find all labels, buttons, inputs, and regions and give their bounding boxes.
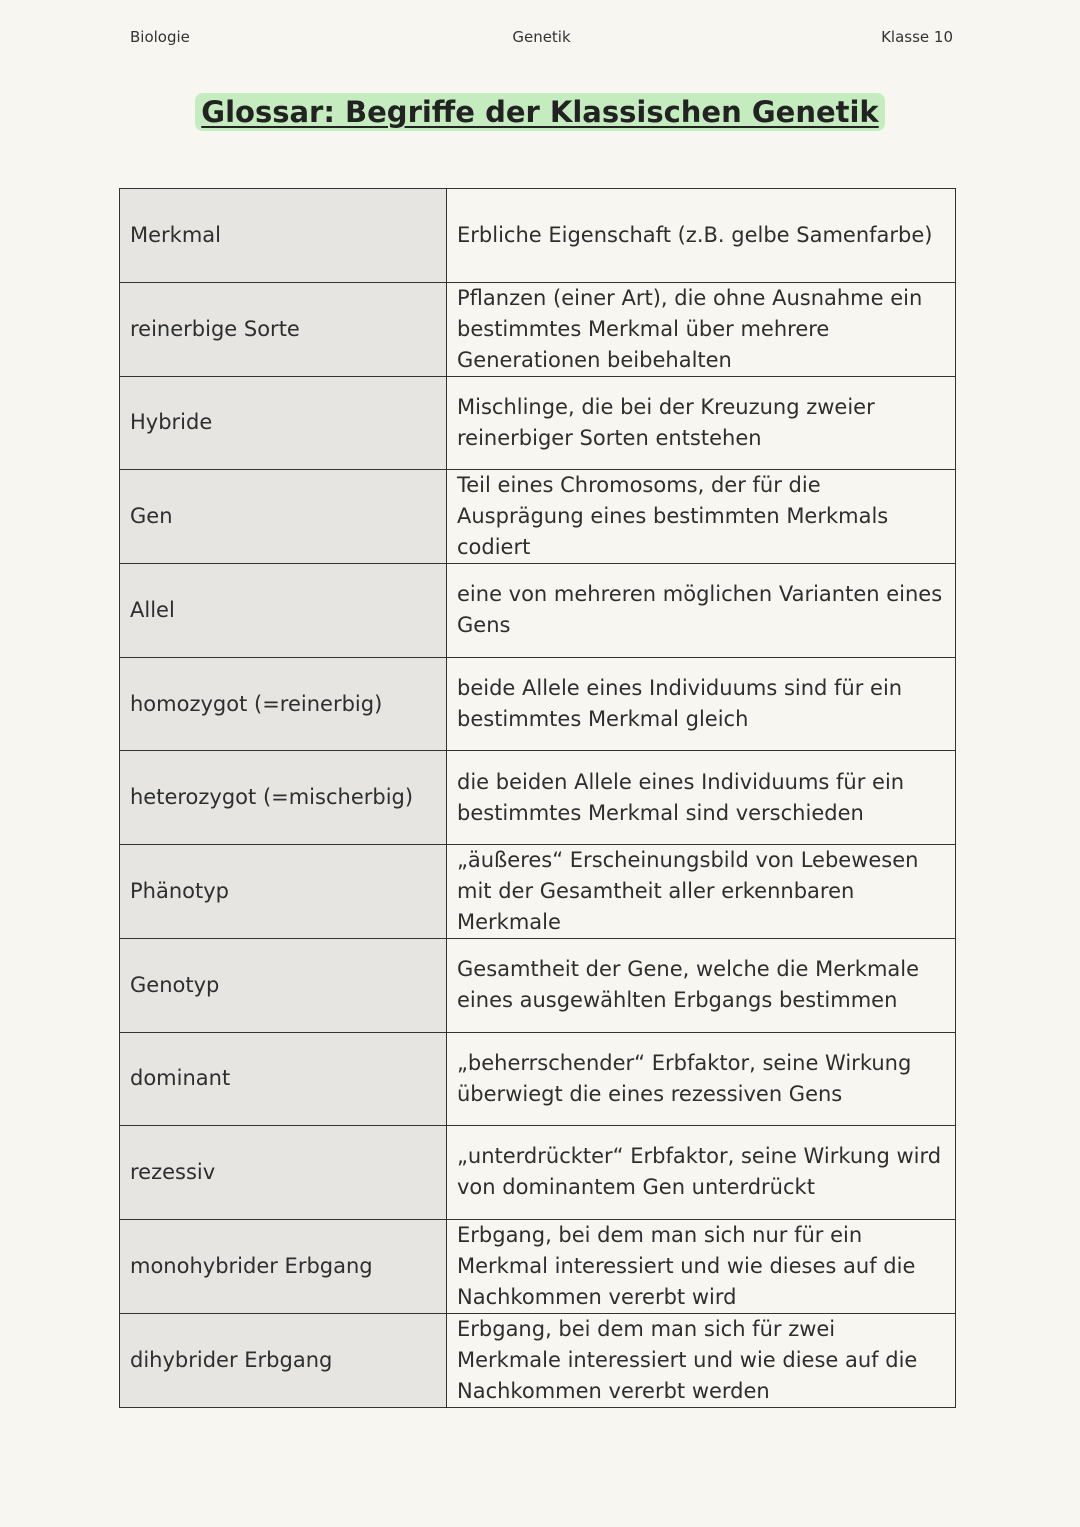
title-wrapper	[0, 93, 1080, 131]
glossary-definition: Teil eines Chromosoms, der für die Ausprägung eines bestimmten Merkmals codiert	[447, 470, 956, 564]
table-row	[120, 1313, 956, 1407]
table-row	[120, 938, 956, 1032]
glossary-term: Hybride	[120, 376, 447, 470]
glossary-definition: Gesamtheit der Gene, welche die Merkmale eines ausgewählten Erbgangs bestimmen	[447, 938, 956, 1032]
glossary-term: Genotyp	[120, 938, 447, 1032]
table-row	[120, 189, 956, 283]
page-title: Glossar: Begriffe der Klassischen Genetik	[195, 93, 884, 131]
glossary-definition: Pflanzen (einer Art), die ohne Ausnahme ein bestimmtes Merkmal über mehrere Generationen beibehalten	[447, 282, 956, 376]
table-row	[120, 657, 956, 751]
glossary-definition: „beherrschender“ Erbfaktor, seine Wirkung überwiegt die eines rezessiven Gens	[447, 1032, 956, 1126]
glossary-definition: die beiden Allele eines Individuums für ein bestimmtes Merkmal sind verschieden	[447, 751, 956, 845]
glossary-term: dominant	[120, 1032, 447, 1126]
glossary-term: Phänotyp	[120, 844, 447, 938]
glossary-term: Allel	[120, 564, 447, 658]
glossary-definition: „unterdrückter“ Erbfaktor, seine Wirkung wird von dominantem Gen unterdrückt	[447, 1126, 956, 1220]
table-row	[120, 282, 956, 376]
table-row	[120, 1219, 956, 1313]
glossary-term: Merkmal	[120, 189, 447, 283]
header-subject: Biologie	[130, 28, 190, 46]
glossary-term: monohybrider Erbgang	[120, 1219, 447, 1313]
table-row	[120, 1032, 956, 1126]
table-row	[120, 564, 956, 658]
glossary-definition: „äußeres“ Erscheinungsbild von Lebewesen mit der Gesamtheit aller erkennbaren Merkmale	[447, 844, 956, 938]
table-row	[120, 751, 956, 845]
glossary-definition: Erbliche Eigenschaft (z.B. gelbe Samenfarbe)	[447, 189, 956, 283]
glossary-term: homozygot (=reinerbig)	[120, 657, 447, 751]
header-topic: Genetik	[512, 28, 571, 46]
header-grade: Klasse 10	[881, 28, 953, 46]
table-row	[120, 376, 956, 470]
glossary-definition: eine von mehreren möglichen Varianten eines Gens	[447, 564, 956, 658]
table-row	[120, 470, 956, 564]
glossary-definition: Mischlinge, die bei der Kreuzung zweier reinerbiger Sorten entstehen	[447, 376, 956, 470]
glossary-term: Gen	[120, 470, 447, 564]
table-row	[120, 844, 956, 938]
glossary-definition: Erbgang, bei dem man sich für zwei Merkmale interessiert und wie diese auf die Nachkommen vererbt werden	[447, 1313, 956, 1407]
glossary-term: reinerbige Sorte	[120, 282, 447, 376]
glossary-definition: beide Allele eines Individuums sind für ein bestimmtes Merkmal gleich	[447, 657, 956, 751]
glossary-definition: Erbgang, bei dem man sich nur für ein Merkmal interessiert und wie dieses auf die Nachkommen vererbt wird	[447, 1219, 956, 1313]
page-header	[130, 28, 953, 50]
table-row	[120, 1126, 956, 1220]
glossary-table	[119, 188, 956, 1408]
glossary-term: heterozygot (=mischerbig)	[120, 751, 447, 845]
glossary-term: rezessiv	[120, 1126, 447, 1220]
glossary-term: dihybrider Erbgang	[120, 1313, 447, 1407]
